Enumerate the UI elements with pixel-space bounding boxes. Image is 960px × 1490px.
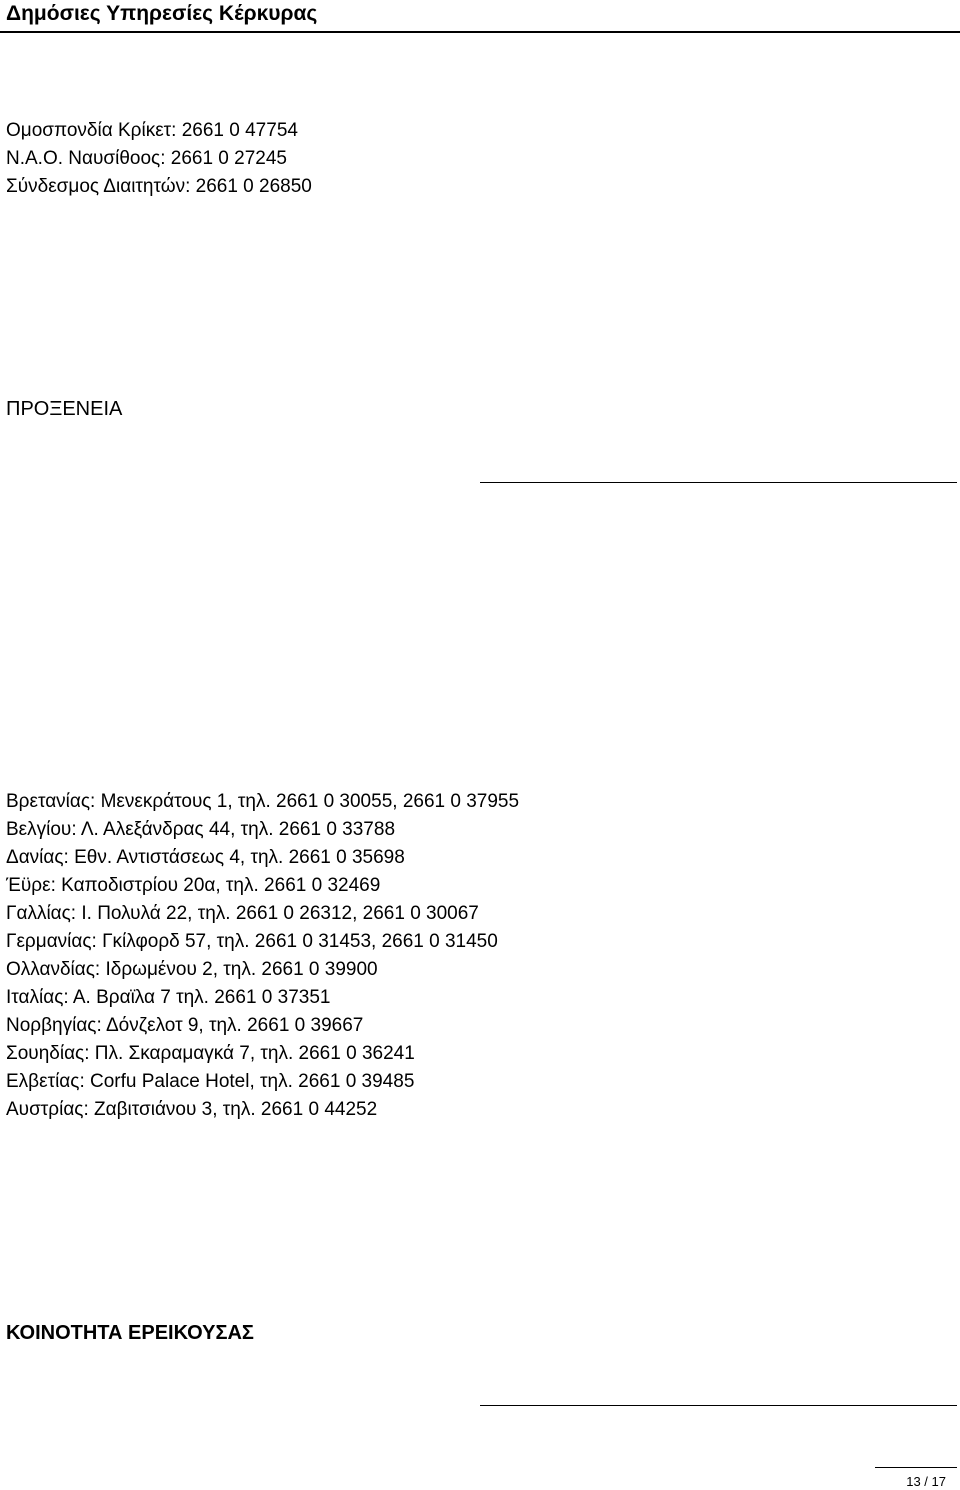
- list-item: Βρετανίας: Μενεκράτους 1, τηλ. 2661 0 30055, 2661 0 37955: [6, 791, 520, 812]
- list-item: Σύνδεσμος Διαιτητών: 2661 0 26850: [6, 176, 312, 197]
- list-item: Γερμανίας: Γκίλφορδ 57, τηλ. 2661 0 31453, 2661 0 31450: [6, 931, 498, 952]
- section-divider: [480, 482, 957, 483]
- footer-divider: [875, 1467, 957, 1468]
- list-item: Ολλανδίας: Ιδρωμένου 2, τηλ. 2661 0 39900: [6, 959, 378, 980]
- section-heading-community: ΚΟΙΝΟΤΗΤΑ ΕΡΕΙΚΟΥΣΑΣ: [6, 1322, 254, 1344]
- list-item: Βελγίου: Λ. Αλεξάνδρας 44, τηλ. 2661 0 33788: [6, 819, 396, 840]
- list-item: Δανίας: Εθν. Αντιστάσεως 4, τηλ. 2661 0 35698: [6, 847, 405, 868]
- section-divider: [480, 1405, 957, 1406]
- list-item: Ομοσπονδία Κρίκετ: 2661 0 47754: [6, 120, 298, 141]
- page-title: Δημόσιες Υπηρεσίες Κέρκυρας: [6, 2, 318, 25]
- list-item: Έϋρε: Καποδιστρίου 20α, τηλ. 2661 0 32469: [6, 875, 381, 896]
- list-item: Ελβετίας: Corfu Palace Hotel, τηλ. 2661 0 39485: [6, 1071, 415, 1092]
- sports-contacts-list: [6, 117, 312, 201]
- header-divider: [0, 31, 960, 33]
- list-item: Σουηδίας: Πλ. Σκαραμαγκά 7, τηλ. 2661 0 36241: [6, 1043, 415, 1064]
- list-item: Αυστρίας: Ζαβιτσιάνου 3, τηλ. 2661 0 44252: [6, 1099, 378, 1120]
- section-heading-consulates: ΠΡΟΞΕΝΕΙΑ: [6, 398, 123, 420]
- consulates-list: [6, 788, 519, 1124]
- page-number: 13 / 17: [906, 1474, 946, 1489]
- list-item: Νορβηγίας: Δόνζελοτ 9, τηλ. 2661 0 39667: [6, 1015, 364, 1036]
- list-item: Γαλλίας: Ι. Πολυλά 22, τηλ. 2661 0 26312, 2661 0 30067: [6, 903, 479, 924]
- list-item: Ν.Α.Ο. Ναυσίθοος: 2661 0 27245: [6, 148, 287, 169]
- list-item: Ιταλίας: Α. Βραϊλα 7 τηλ. 2661 0 37351: [6, 987, 331, 1008]
